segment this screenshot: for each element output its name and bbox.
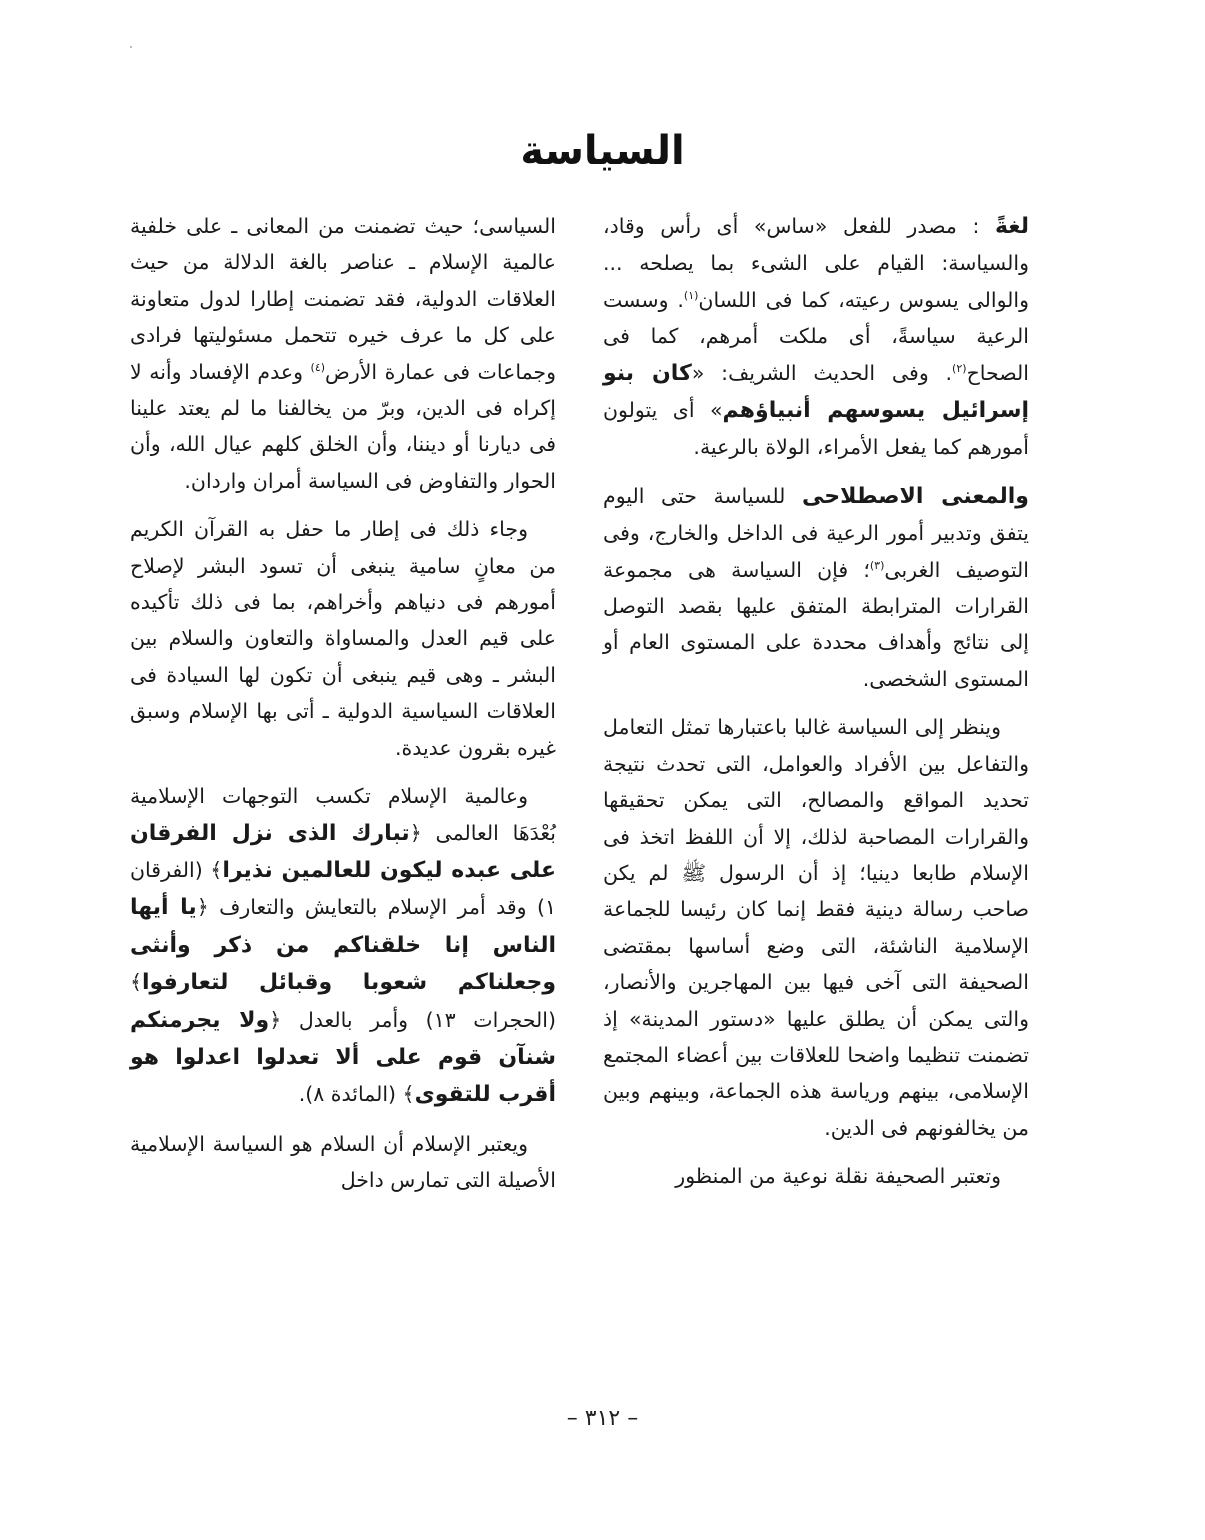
footnote-ref-1: (١) <box>683 288 699 302</box>
footnote-ref-4: (٤) <box>310 360 326 374</box>
quran-verse-furqan: تبارك الذى نزل الفرقان على عبده ليكون للعالمين نذيرا <box>130 820 556 883</box>
paragraph-sahifa-continued: وتعتبر الصحيفة نقلة نوعية من المنظور <box>675 1164 1001 1189</box>
footnote-ref-2: (٢) <box>952 361 967 375</box>
page-number: – ٣١٢ – <box>566 1406 639 1431</box>
paragraph-politics-interaction: وينظر إلى السياسة غالبا باعتبارها تمثل التعامل والتفاعل بين الأفراد والعوامل، التى تحدث نتيجة تحديد المواقع والمصالح، التى يمكن تحقيقها والقرارات المصاحبة لذلك، إلا أن اللفظ اتخذ فى الإسلام طابعا دينيا؛ إذ أن الرسول ﷺ لم يكن صاحب رسالة دينية فقط إنما كان رئيسا للجماعة الإسلامية الناشئة، التى وضع أساسها بمقتضى الصحيفة التى آخى فيها بين المهاجرين والأنصار، والتى يمكن أن يطلق عليها «دستور المدينة» إذ تضمنت تنظيما واضحا للعلاقات بين أعضاء المجتمع الإسلامى، بينهم ورياسة هذه الجماعة، وبينهم وبين من يخالفونهم فى الدين. <box>603 715 1029 1140</box>
left-column <box>130 208 556 1211</box>
paragraph-terminological-meaning: والمعنى الاصطلاحى للسياسة حتى اليوم يتفق وتدبير أمور الرعية فى الداخل والخارج، وفى التوصيف الغربى$^{(٣)}$؛ فإن السياسة هى مجموعة القرارات المترابطة المتفق عليها بقصد التوصل إلى نتائج وأهداف محددة على المستوى العام أو المستوى الشخصى. <box>603 483 1029 691</box>
hadith-quote: كان بنو إسرائيل يسوسهم أنبياؤهم <box>603 360 1029 424</box>
scan-artifact <box>130 46 132 48</box>
footnote-ref-3: (٣) <box>869 558 885 572</box>
page-title: السياسة <box>520 128 685 174</box>
term-lead-linguistic: لغةً <box>994 214 1029 239</box>
paragraph-quran-values: وجاء ذلك فى إطار ما حفل به القرآن الكريم من معانٍ سامية ينبغى أن تسود البشر لإصلاح أمورهم فى دنياهم وأخراهم، بما فى ذلك تأكيده على قيم العدل والمساواة والتعاون والسلام بين البشر ـ وهى قيم ينبغى أن تكون لها السيادة فى العلاقات السياسية الدولية ـ أتى بها الإسلام وسبق غيره بقرون عديدة. <box>130 517 556 760</box>
quran-verse-maidah: ولا يجرمنكم شنآن قوم على ألا تعدلوا اعدلوا هو أقرب للتقوى <box>130 1007 556 1108</box>
paragraph-islam-universality: وعالمية الإسلام تكسب التوجهات الإسلامية بُعْدَهَا العالمى ﴿تبارك الذى نزل الفرقان على عبده ليكون للعالمين نذيرا﴾ (الفرقان ١) وقد أمر الإسلام بالتعايش والتعارف ﴿يا أيها الناس إنا خلقناكم من ذكر وأنثى وجعلناكم شعوبا وقبائل لتعارفوا﴾ (الحجرات ١٣) وأمر بالعدل ﴿ولا يجرمنكم شنآن قوم على ألا تعدلوا اعدلوا هو أقرب للتقوى﴾ (المائدة ٨). <box>130 784 557 1108</box>
paragraph-international-relations: السياسى؛ حيث تضمنت من المعانى ـ على خلفية عالمية الإسلام ـ عناصر بالغة الدلالة من حيث العلاقات الدولية، فقد تضمنت إطارا لدول متعاونة على كل ما عرف خيره تتحمل مسئوليتها فرادى وجماعات فى عمارة الأرض$^{(٤)}$ وعدم الإفساد وأنه لا إكراه فى الدين، وبرّ من يخالفنا ما لم يعتد علينا فى ديارنا أو ديننا، وأن الخلق كلهم عيال الله، وأن الحوار والتفاوض فى السياسة أمران واردان. <box>130 214 556 493</box>
paragraph-peace-policy: ويعتبر الإسلام أن السلام هو السياسة الإسلامية الأصيلة التى تمارس داخل <box>130 1131 556 1193</box>
quran-verse-hujurat: يا أيها الناس إنا خلقناكم من ذكر وأنثى وجعلناكم شعوبا وقبائل لتعارفوا <box>130 895 556 996</box>
term-lead-terminological: والمعنى الاصطلاحى <box>801 483 1029 509</box>
paragraph-linguistic-meaning: لغةً : مصدر للفعل «ساس» أى رأس وقاد، والسياسة: القيام على الشىء بما يصلحه ... والوالى يسوس رعيته، كما فى اللسان$^{(١)}$. وسست الرعية سياسةً، أى ملكت أمرهم، كما فى الصحاح$^{(٢)}$. وفى الحديث الشريف: «كان بنو إسرائيل يسوسهم أنبياؤهم» أى يتولون أمورهم كما يفعل الأمراء، الولاة بالرعية. <box>603 214 1029 460</box>
right-column <box>603 208 1029 1207</box>
